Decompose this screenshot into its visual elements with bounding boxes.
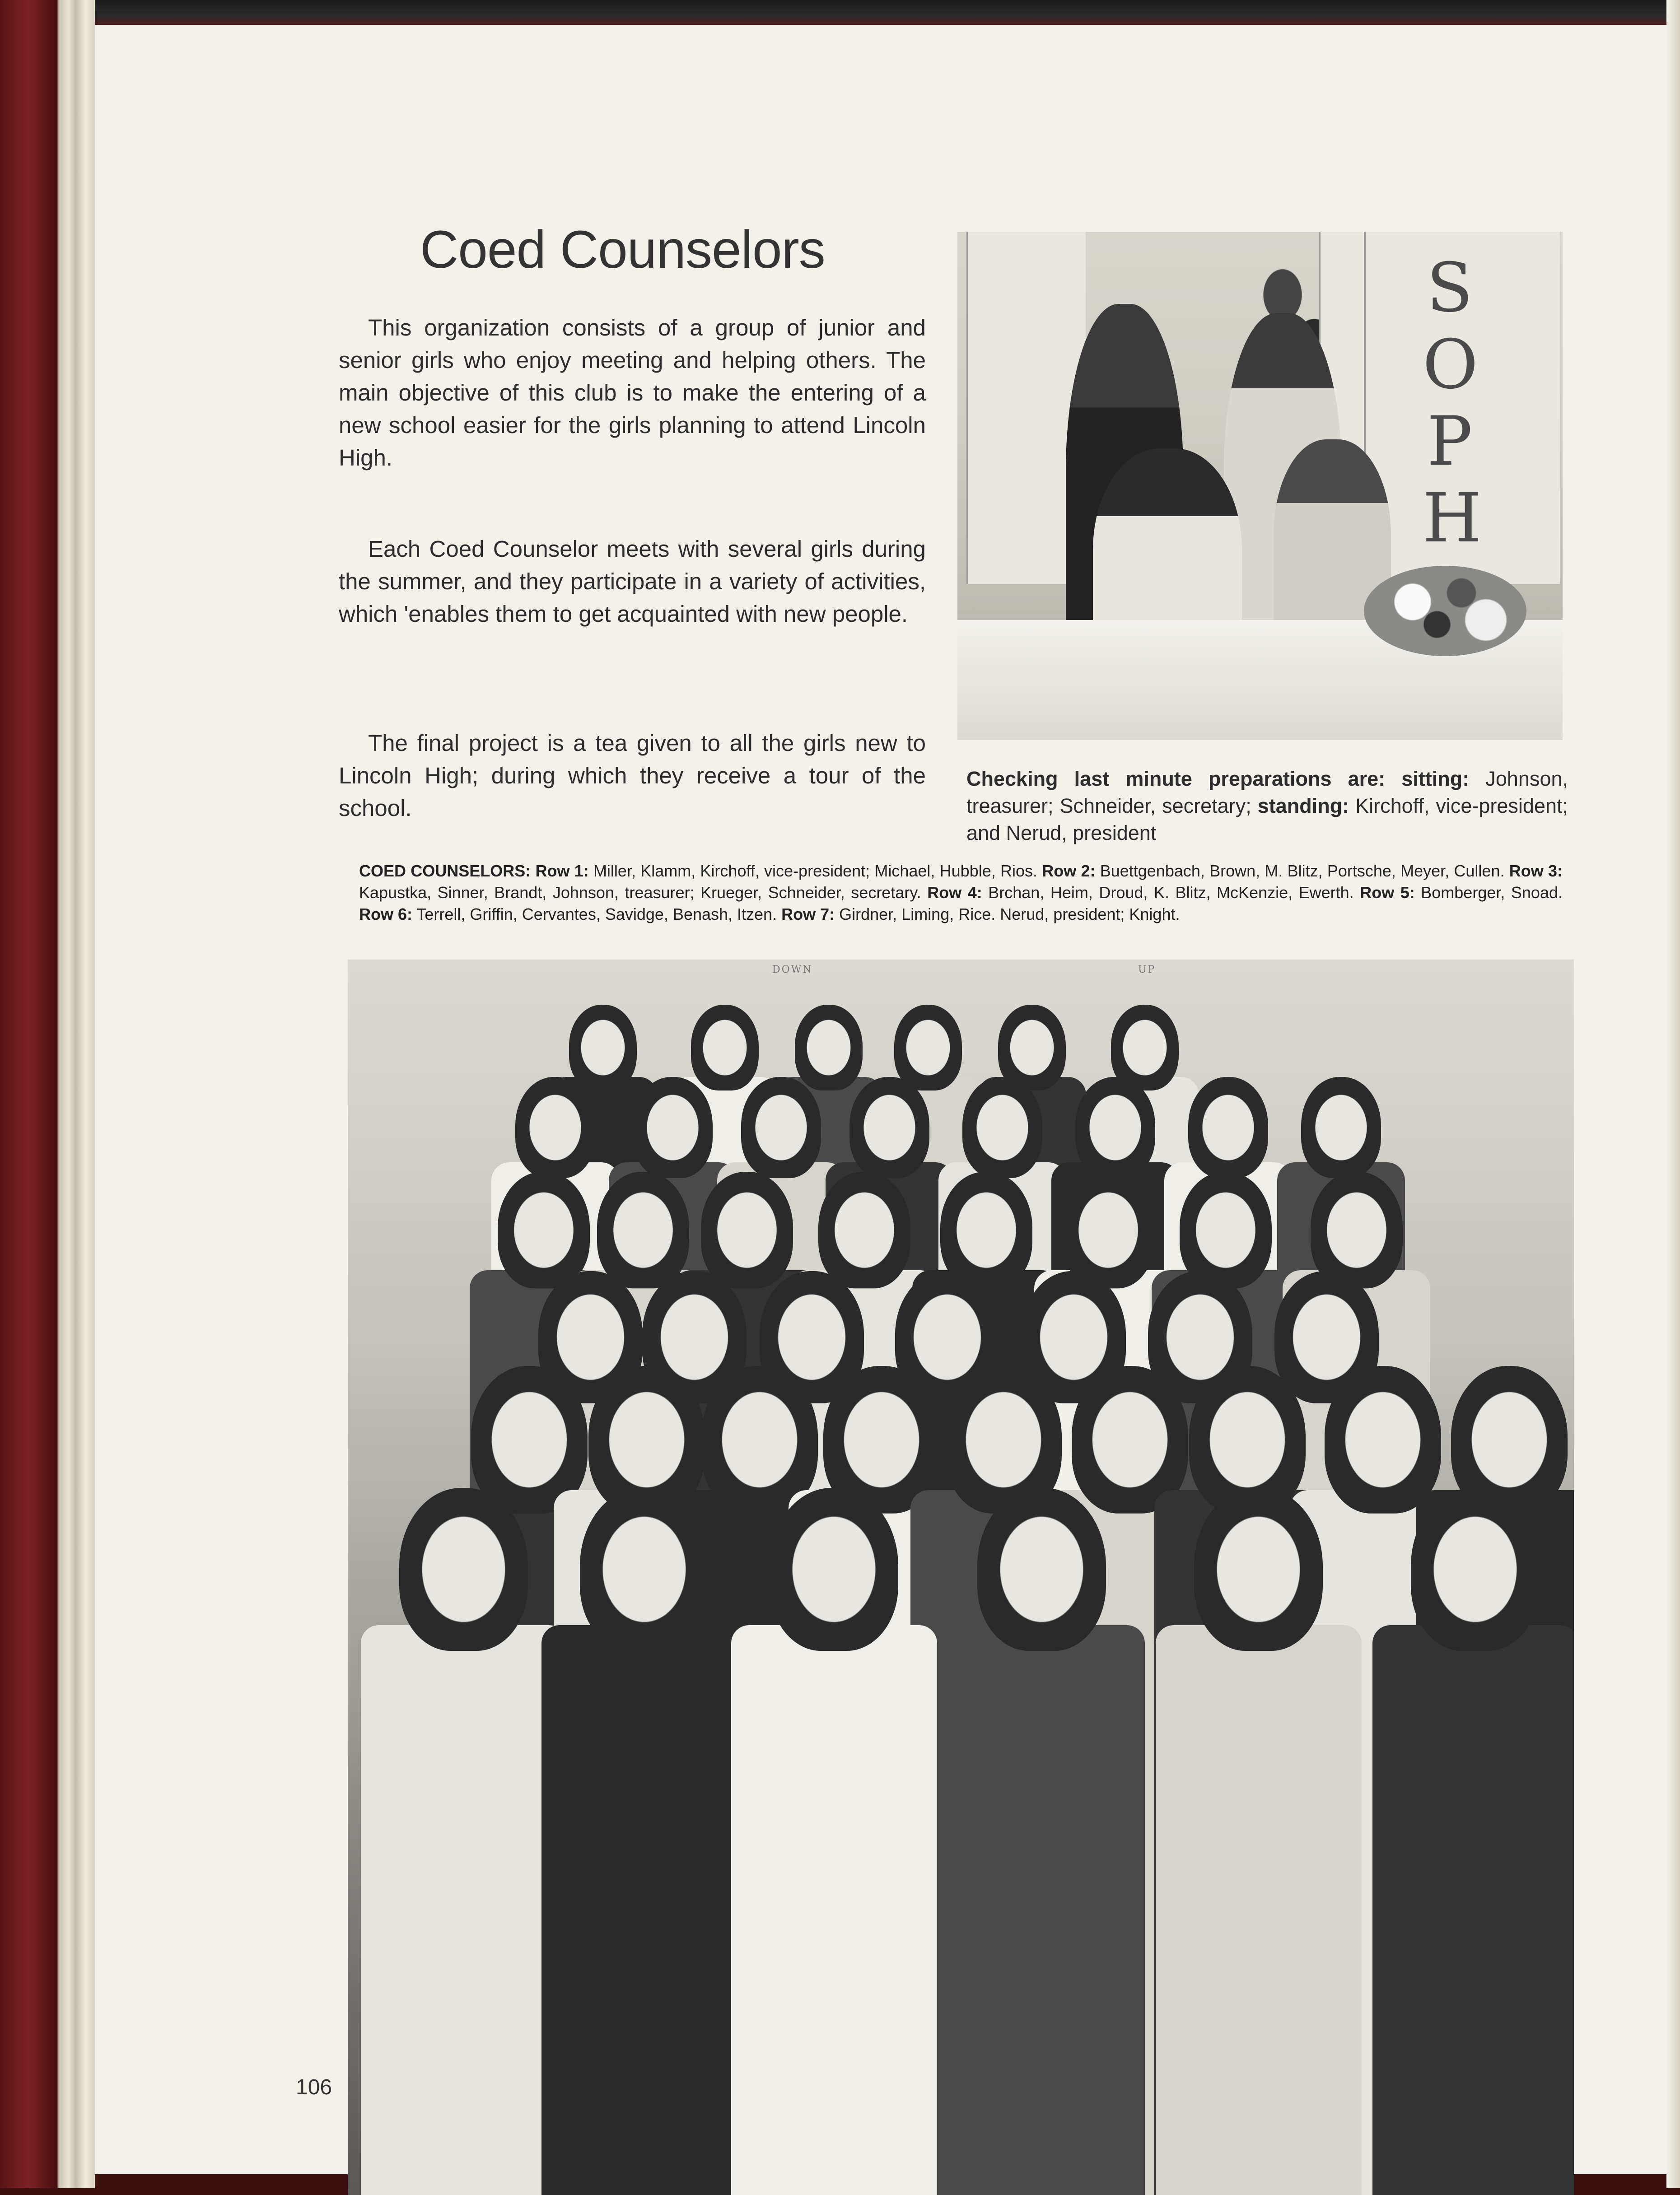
row-label: Row 5:	[1360, 883, 1415, 902]
student-body	[939, 1625, 1145, 2195]
student-portrait	[894, 1005, 962, 1091]
caption-sitting-names: Johnson, treasurer; Schneider, secretary;	[966, 767, 1568, 817]
student-body	[1372, 1625, 1574, 2195]
student-portrait	[580, 1488, 709, 1651]
student-portrait	[633, 1077, 713, 1178]
book-binding	[0, 0, 95, 2188]
book-top-edge	[0, 0, 1680, 27]
row-label: Row 7:	[781, 905, 835, 923]
row-names: Girdner, Liming, Rice. Nerud, president; Knight.	[835, 905, 1180, 923]
student-portrait	[691, 1005, 759, 1091]
student-body	[541, 1625, 747, 2195]
caption-lead: Checking last minute preparations are: sitting:	[966, 767, 1470, 790]
row-names: Buettgenbach, Brown, M. Blitz, Portsche, Meyer, Cullen.	[1095, 862, 1509, 880]
row-names: Miller, Klamm, Kirchoff, vice-president; Michael, Hubble, Rios.	[588, 862, 1042, 880]
student-portrait	[1194, 1488, 1323, 1651]
stair-sign-up: UP	[1138, 964, 1156, 975]
yearbook-page	[95, 25, 1666, 2174]
student-portrait	[818, 1172, 910, 1288]
group-photo-caption	[359, 860, 1563, 925]
student-body	[1156, 1625, 1362, 2195]
flower-arrangement	[1364, 566, 1526, 656]
row-label: Row 2:	[1042, 862, 1096, 880]
student-portrait	[849, 1077, 929, 1178]
group-photo	[348, 960, 1574, 2195]
row-names: Kapustka, Sinner, Brandt, Johnson, treasurer; Krueger, Schneider, secretary.	[359, 883, 928, 902]
caption-standing-names: Kirchoff, vice-president; and Nerud, president	[966, 794, 1568, 844]
row-label: Row 1:	[535, 862, 589, 880]
student-body	[361, 1625, 567, 2195]
row-label: Row 4:	[927, 883, 982, 902]
student-portrait	[569, 1005, 637, 1091]
row-names: Terrell, Griffin, Cervantes, Savidge, Benash, Itzen.	[412, 905, 782, 923]
student-portrait	[498, 1172, 590, 1288]
final-project-paragraph: The final project is a tea given to all the girls new to Lincoln High; during which they receive a tour of the school.	[339, 730, 926, 821]
activities-paragraph: Each Coed Counselor meets with several girls during the summer, and they participate in a variety of activities, which 'enables them to get acquainted with new people.	[339, 536, 926, 627]
student-portrait	[977, 1488, 1106, 1651]
page-number: 106	[296, 2075, 332, 2099]
row-label: Row 3:	[1509, 862, 1563, 880]
student-portrait	[597, 1172, 689, 1288]
student-portrait	[962, 1077, 1042, 1178]
caption-heading: COED COUNSELORS:	[359, 862, 531, 880]
stair-sign-down: DOWN	[772, 964, 813, 975]
student-portrait	[399, 1488, 528, 1651]
student-portrait	[701, 1172, 793, 1288]
row-names: Bomberger, Snoad.	[1414, 883, 1563, 902]
student-portrait	[515, 1077, 595, 1178]
student-portrait	[1075, 1077, 1155, 1178]
student-portrait	[1411, 1488, 1540, 1651]
row-label: Row 6:	[359, 905, 413, 923]
student-portrait	[1188, 1077, 1268, 1178]
student-portrait	[1325, 1366, 1441, 1514]
student-portrait	[770, 1488, 898, 1651]
caption-standing-label: standing:	[1257, 794, 1349, 817]
row-names: Brchan, Heim, Droud, K. Blitz, McKenzie, Ewerth.	[982, 883, 1360, 902]
intro-paragraph: This organization consists of a group of junior and senior girls who enjoy meeting and helping others. The main objective of this club is to make the entering of a new school easier for the girls planning to attend Lincoln High.	[339, 315, 926, 471]
soph-sign: SOPH	[1423, 249, 1482, 558]
student-body	[731, 1625, 937, 2195]
page-title: Coed Counselors	[420, 220, 825, 280]
student-portrait	[1301, 1077, 1381, 1178]
officers-photo-caption	[966, 765, 1568, 847]
student-portrait	[741, 1077, 821, 1178]
officers-photo	[957, 232, 1563, 740]
page-right-edge	[1666, 0, 1680, 2188]
student-portrait	[795, 1005, 863, 1091]
